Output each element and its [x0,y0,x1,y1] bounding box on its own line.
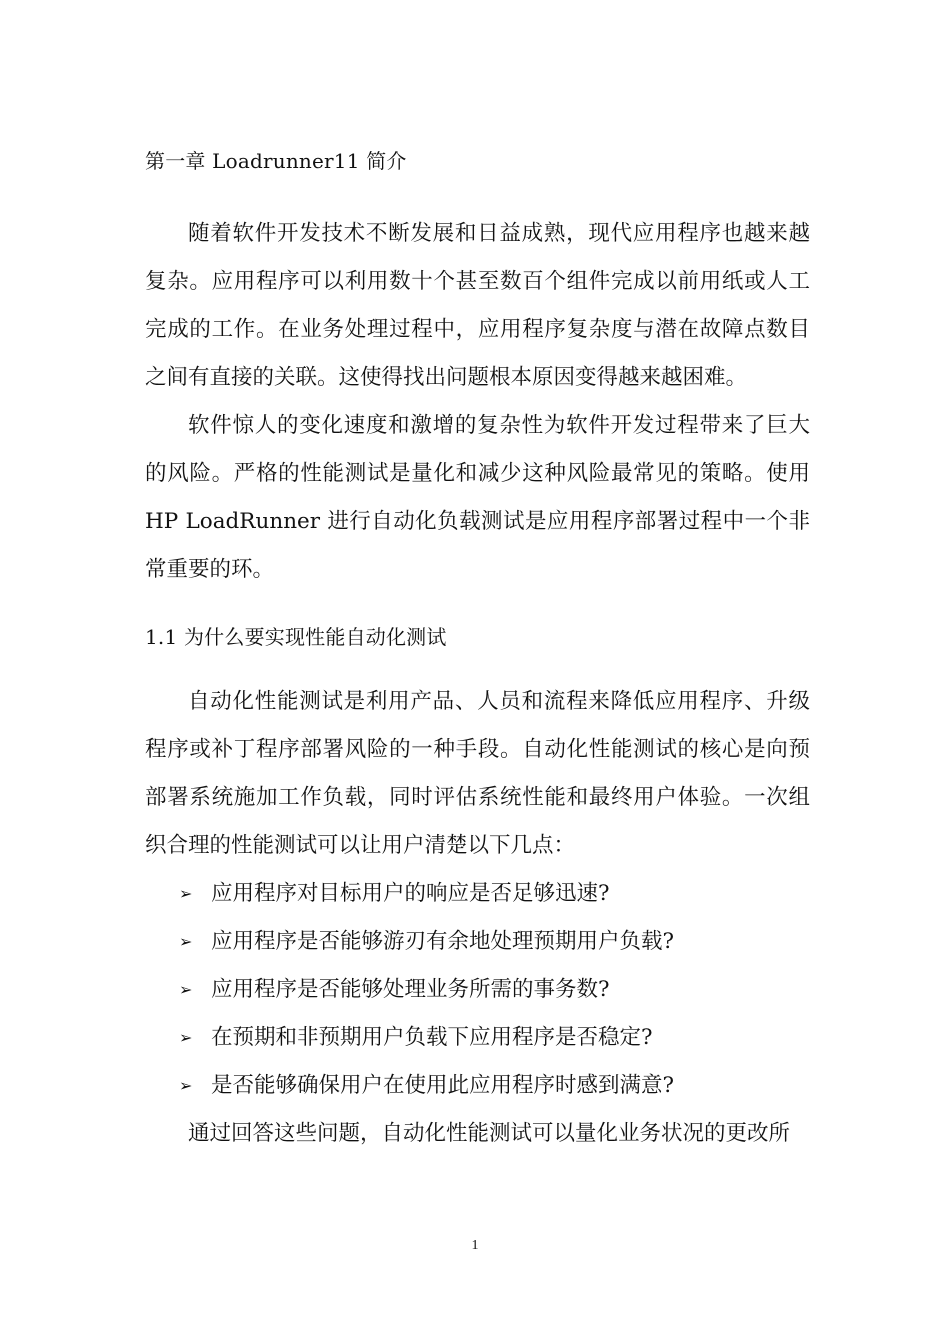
arrow-bullet-icon: ➢ [179,1076,193,1095]
arrow-bullet-icon: ➢ [179,980,193,999]
list-item-text: 是否能够确保用户在使用此应用程序时感到满意? [211,1073,675,1098]
list-item-text: 应用程序是否能够游刃有余地处理预期用户负载? [211,929,675,954]
arrow-bullet-icon: ➢ [179,1028,193,1047]
page-number: 1 [471,1238,479,1253]
intro-paragraph-1: 随着软件开发技术不断发展和日益成熟，现代应用程序也越来越复杂。应用程序可以利用数十个甚至数百个组件完成以前用纸或人工完成的工作。在业务处理过程中，应用程序复杂度与潜在故障点数目之间有直接的关联。这使得找出问题根本原因变得越来越困难。 [145,221,810,390]
list-item [145,966,810,1014]
arrow-bullet-icon: ➢ [179,932,193,951]
list-item [145,1062,810,1110]
list-item-text: 应用程序是否能够处理业务所需的事务数? [211,977,610,1002]
page-content [145,146,810,1158]
list-item [145,918,810,966]
intro-paragraph-2: 软件惊人的变化速度和激增的复杂性为软件开发过程带来了巨大的风险。严格的性能测试是量化和减少这种风险最常见的策略。使用 HP LoadRunner 进行自动化负载测试是应用程序部署过程中一个非常重要的环。 [145,413,810,582]
list-item-text: 在预期和非预期用户负载下应用程序是否稳定? [211,1025,653,1050]
list-item [145,870,810,918]
closing-paragraph: 通过回答这些问题，自动化性能测试可以量化业务状况的更改所 [188,1121,791,1146]
list-item-text: 应用程序对目标用户的响应是否足够迅速? [211,881,610,906]
list-item [145,1014,810,1062]
section-paragraph: 自动化性能测试是利用产品、人员和流程来降低应用程序、升级程序或补丁程序部署风险的一种手段。自动化性能测试的核心是向预部署系统施加工作负载，同时评估系统性能和最终用户体验。一次组织合理的性能测试可以让用户清楚以下几点： [145,689,810,858]
question-list [145,870,810,1110]
arrow-bullet-icon: ➢ [179,884,193,903]
section-heading: 1.1 为什么要实现性能自动化测试 [145,625,447,649]
chapter-heading: 第一章 Loadrunner11 简介 [145,149,407,173]
